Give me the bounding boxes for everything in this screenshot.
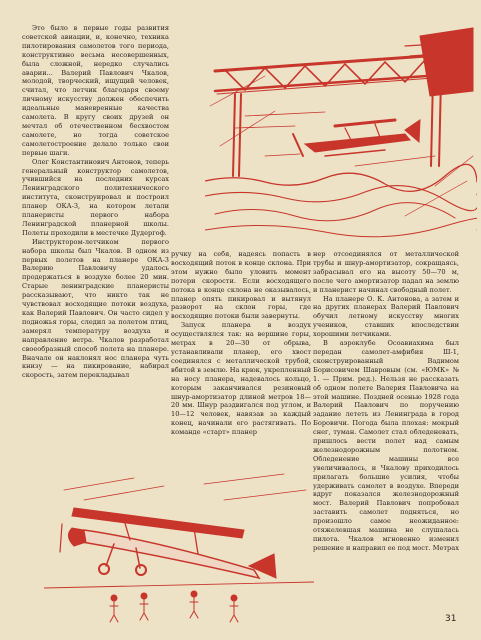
text-column-right bbox=[313, 250, 459, 620]
paragraph: На планере О. К. Антонова, а затем и на других планерах Валерий Павлович обучил летному искусству многих учеников, ставших впоследствии хорошими летчиками. bbox=[313, 294, 459, 339]
paragraph: Это было в первые годы развития советской авиации, и, конечно, техника пилотирования самолетов того периода, конструктивно весьма несовершенных, была сложной, нередко случались аварии... Валерий Павлович Чкалов, молодой, творческий, ищущий человек, считал, что летчик благодаря своему личному искусству должен обеспечить идеальные маневренные качества самолета. В кругу своих друзей он мечтал об отечественном бесхвостом самолете, но тогда советское самолетостроение делало только свои первые шаги. bbox=[22, 24, 169, 157]
paragraph: В аэроклубе Осоавиахима был передан самолет-амфибия Ш-1, сконструированный Вадимом Борисовичем Шавровым (см. «ЮМК» № 1. — Прим. ред.). Нельзя не рассказать об одном полете Валерия Павловича на этой машине. Поздней осенью 1928 года Валерий Павлович по поручению задание лететь из Ленинграда в город Боровичи. Погода была плохая: мокрый снег, туман. Самолет стал обледеневать, пришлось вести полет над самым железнодорожным полотном. Обледенение машины все увеличивалось, и Чкалову приходилось прилагать большие усилия, чтобы удерживать самолет в воздухе. Впереди вдруг показался железнодорожный мост. Валерий Павлович попробовал заставить самолет подняться, но произошло самое неожиданное: отяжелевшая машина не слушалась пилота. Чкалов мгновенно изменил решение и направил ее под мост. Метрах bbox=[313, 339, 459, 552]
page-number: 31 bbox=[445, 614, 457, 624]
paragraph: ручку на себя, надеясь попасть в восходящий поток в конце склона. При этом нужно было уловить момент потери скорости. Если восходящего потока в конце склона не оказывалось, планер опять пикировал и вытянул разворот на склон горы, где восходящие потоки были завернуты. bbox=[171, 250, 311, 321]
text-column-middle bbox=[171, 250, 311, 480]
paragraph: Инструктором-летчиком первого набора школы был Чкалов. В одном из первых полетов на планере ОКА-3 Валерию Павловичу удалось продержаться в воздухе более 20 мин. Старые ленинградские планеристы рассказывают, что никто так не чувствовал восходящие потоки воздуха, как Валерий Павлович. Он часто сидел у подножья горы, следил за полетом птиц, замерял температуру воздуха и направление ветра. Чкалов разработал своеобразный способ полета на планере. Вначале он наклонял нос планера чуть книзу — на пикирование, набирал скорость, затем перекладывал bbox=[22, 237, 169, 380]
paragraph: Олег Константинович Антонов, теперь генеральный конструктор самолетов, учившийся на последних курсах Ленинградского политехнического института, сконструировал и построил планер ОКА-3, на котором летали планеристы первого набора Ленинградской планерной школы. Полеты проходили в местечке Дудергоф. bbox=[22, 157, 169, 237]
paragraph: Запуск планера в воздух осуществлялся так: на вершине горы, метрах в 20—30 от обрыва, устанавливали планер, его хвост соединялся с металлической трубой, вбитой в землю. На крюк, укрепленный на носу планера, надевалось кольцо, которым заканчивался резиновый шнур-амортизатор длиной метров 18—20 мм. Шнур раздвигался под углом, и 10—12 человек, навязав за каждый конец, начинали его растягивать. По команде «старт» планер bbox=[171, 321, 311, 437]
paragraph: нер отсоединялся от металлической трубы и шнур-амортизатор, сокращаясь, забрасывал его на высоту 50—70 м, после чего амортизатор падал на землю и планерист начинал свободный полет. bbox=[313, 250, 459, 294]
bridge-seaplane-illustration bbox=[205, 16, 477, 248]
airplane-crowd-illustration bbox=[44, 470, 314, 625]
